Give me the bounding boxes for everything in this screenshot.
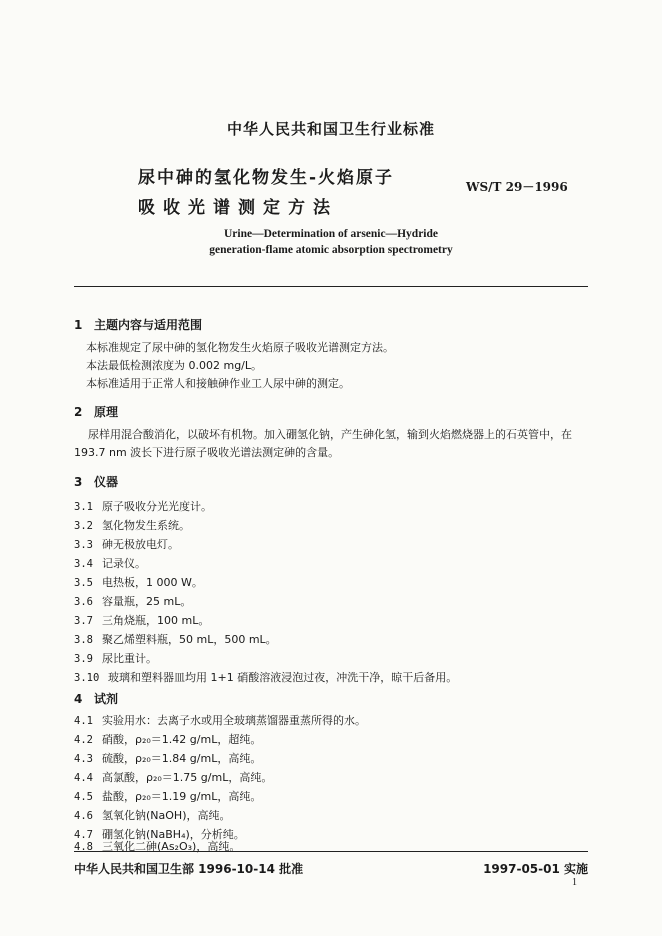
section-1-heading xyxy=(74,316,202,333)
section-1-line: 本标准规定了尿中砷的氢化物发生火焰原子吸收光谱测定方法。 xyxy=(86,341,394,354)
item-number: 4.1 xyxy=(74,715,93,727)
standard-code: WS/T 29－1996 xyxy=(466,180,568,194)
item-number: 4.5 xyxy=(74,791,93,803)
list-item xyxy=(74,650,157,666)
english-title-line-2: generation-flame atomic absorption spectrometry xyxy=(209,244,453,256)
list-item xyxy=(74,788,261,804)
section-1-line: 本标准适用于正常人和接触砷作业工人尿中砷的测定。 xyxy=(86,377,350,390)
section-3-heading xyxy=(74,473,118,490)
item-number: 3.8 xyxy=(74,634,93,646)
item-number: 4.6 xyxy=(74,810,93,822)
list-item xyxy=(74,807,230,823)
document-title-line-2: 吸收光谱测定方法 xyxy=(138,198,338,218)
list-item xyxy=(74,769,272,785)
list-item xyxy=(74,555,146,571)
item-number: 3.10 xyxy=(74,672,100,684)
list-item xyxy=(74,612,209,628)
section-1-line: 本法最低检测浓度为 0.002 mg/L。 xyxy=(86,359,263,372)
item-number: 3.4 xyxy=(74,558,93,570)
list-item xyxy=(74,574,203,590)
item-number: 3.7 xyxy=(74,615,93,627)
section-title: 仪器 xyxy=(94,475,119,489)
list-item xyxy=(74,731,261,747)
list-item xyxy=(74,669,457,685)
item-text: 原子吸收分光光度计。 xyxy=(102,500,212,513)
item-number: 4.8 xyxy=(74,841,93,853)
item-number: 4.7 xyxy=(74,829,93,841)
section-2-heading xyxy=(74,403,118,420)
item-text: 玻璃和塑料器皿均用 1+1 硝酸溶液浸泡过夜，冲洗干净，晾干后备用。 xyxy=(108,671,458,684)
item-text: 实验用水：去离子水或用全玻璃蒸馏器重蒸所得的水。 xyxy=(102,714,366,727)
approval-date: 中华人民共和国卫生部 1996-10-14 批准 xyxy=(74,862,304,876)
section-title: 原理 xyxy=(94,405,119,419)
item-text: 三角烧瓶，100 mL。 xyxy=(102,614,210,627)
item-number: 3.3 xyxy=(74,539,93,551)
item-text: 聚乙烯塑料瓶，50 mL，500 mL。 xyxy=(102,633,277,646)
item-number: 3.5 xyxy=(74,577,93,589)
item-number: 4.2 xyxy=(74,734,93,746)
item-number: 3.6 xyxy=(74,596,93,608)
page-number: 1 xyxy=(572,877,577,888)
section-number: 4 xyxy=(74,692,83,706)
english-title-line-1: Urine—Determination of arsenic—Hydride xyxy=(224,228,438,240)
item-text: 硝酸，ρ₂₀＝1.42 g/mL，超纯。 xyxy=(102,733,262,746)
section-number: 2 xyxy=(74,405,83,419)
item-text: 电热板，1 000 W。 xyxy=(102,576,203,589)
list-item xyxy=(74,517,190,533)
item-text: 氢氧化钠(NaOH)，高纯。 xyxy=(102,809,231,822)
item-text: 尿比重计。 xyxy=(102,652,157,665)
document-title-line-1: 尿中砷的氢化物发生-火焰原子 xyxy=(138,168,395,188)
standard-organization: 中华人民共和国卫生行业标准 xyxy=(226,120,435,138)
list-item xyxy=(74,536,179,552)
item-number: 4.4 xyxy=(74,772,93,784)
section-2-paragraph: 尿样用混合酸消化，以破坏有机物。加入硼氢化钠，产生砷化氢，输到火焰燃烧器上的石英管中，在 193.7 nm 波长下进行原子吸收光谱法测定砷的含量。 xyxy=(74,428,572,459)
item-number: 3.9 xyxy=(74,653,93,665)
section-title: 主题内容与适用范围 xyxy=(94,318,203,332)
section-number: 1 xyxy=(74,318,83,332)
list-item xyxy=(74,631,277,647)
item-number: 3.1 xyxy=(74,501,93,513)
item-text: 砷无极放电灯。 xyxy=(102,538,179,551)
header-divider xyxy=(74,286,588,287)
item-text: 盐酸，ρ₂₀＝1.19 g/mL，高纯。 xyxy=(102,790,262,803)
list-item xyxy=(74,750,261,766)
item-number: 3.2 xyxy=(74,520,93,532)
item-text: 三氧化二砷(As₂O₃)，高纯。 xyxy=(102,840,241,853)
item-number: 4.3 xyxy=(74,753,93,765)
list-item xyxy=(74,498,212,514)
effective-date: 1997-05-01 实施 xyxy=(483,862,588,876)
item-text: 硫酸，ρ₂₀＝1.84 g/mL，高纯。 xyxy=(102,752,262,765)
item-text: 氢化物发生系统。 xyxy=(102,519,190,532)
list-item xyxy=(74,593,191,609)
item-text: 硼氢化钠(NaBH₄)，分析纯。 xyxy=(102,828,245,841)
section-4-heading xyxy=(74,690,118,707)
section-number: 3 xyxy=(74,475,83,489)
section-title: 试剂 xyxy=(94,692,119,706)
list-item xyxy=(74,712,366,728)
footer-divider xyxy=(74,851,588,852)
item-text: 高氯酸，ρ₂₀＝1.75 g/mL，高纯。 xyxy=(102,771,273,784)
item-text: 记录仪。 xyxy=(102,557,146,570)
item-text: 容量瓶，25 mL。 xyxy=(102,595,192,608)
